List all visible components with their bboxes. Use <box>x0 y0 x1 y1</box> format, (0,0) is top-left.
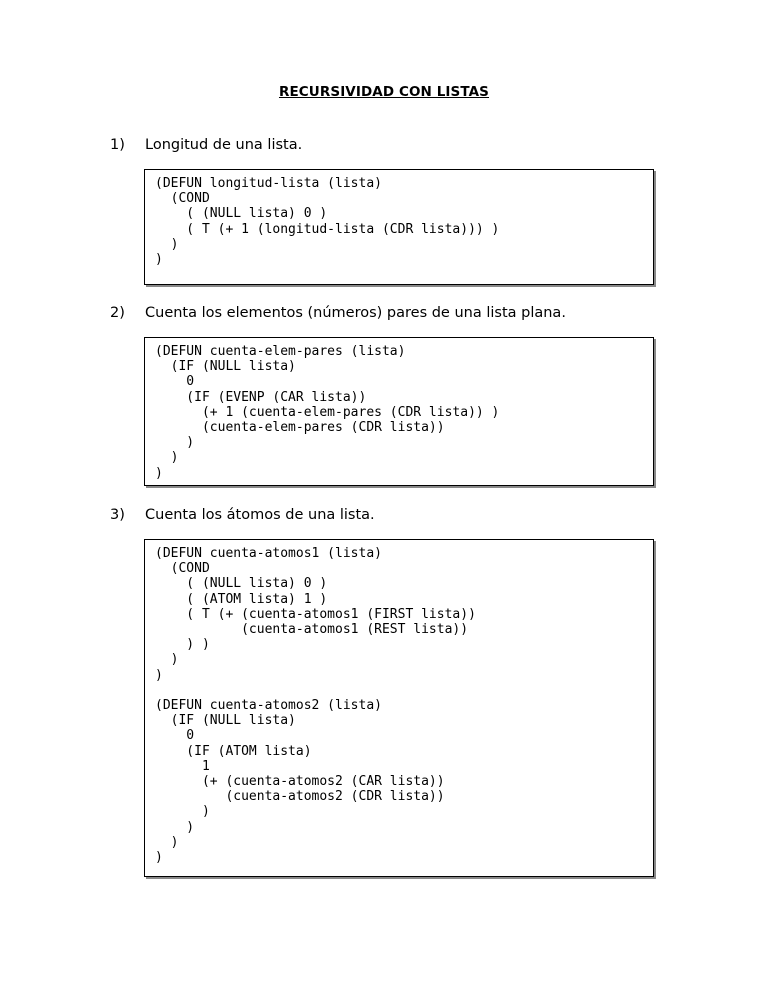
code-block <box>144 169 654 285</box>
section-number: 2) <box>110 305 125 321</box>
page-title: RECURSIVIDAD CON LISTAS <box>278 84 490 100</box>
code-block <box>144 539 654 877</box>
section-heading: Longitud de una lista. <box>145 137 303 153</box>
section-number: 1) <box>110 137 125 153</box>
section-heading: Cuenta los átomos de una lista. <box>145 507 375 523</box>
section-heading: Cuenta los elementos (números) pares de una lista plana. <box>145 305 566 321</box>
section-number: 3) <box>110 507 125 523</box>
code-block <box>144 337 654 486</box>
code-text: (DEFUN cuenta-elem-pares (lista) (IF (NULL lista) 0 (IF (EVENP (CAR lista)) (+ 1 (cuenta-elem-pares (CDR lista)) ) (cuenta-elem-pares (CDR lista)) ) ) ) <box>155 344 500 481</box>
code-text: (DEFUN longitud-lista (lista) (COND ( (NULL lista) 0 ) ( T (+ 1 (longitud-lista (CDR lista))) ) ) ) <box>155 176 500 268</box>
code-text: (DEFUN cuenta-atomos1 (lista) (COND ( (NULL lista) 0 ) ( (ATOM lista) 1 ) ( T (+ (cuenta-atomos1 (FIRST lista)) (cuenta-atomos1 (REST lista)) ) ) ) ) (DEFUN cuenta-atomos2 (lista) (IF (NULL lista) 0 (IF (ATOM lista) 1 (+ (cuenta-atomos2 (CAR lista)) (cuenta-atomos2 (CDR lista)) ) ) ) ) <box>155 546 476 866</box>
